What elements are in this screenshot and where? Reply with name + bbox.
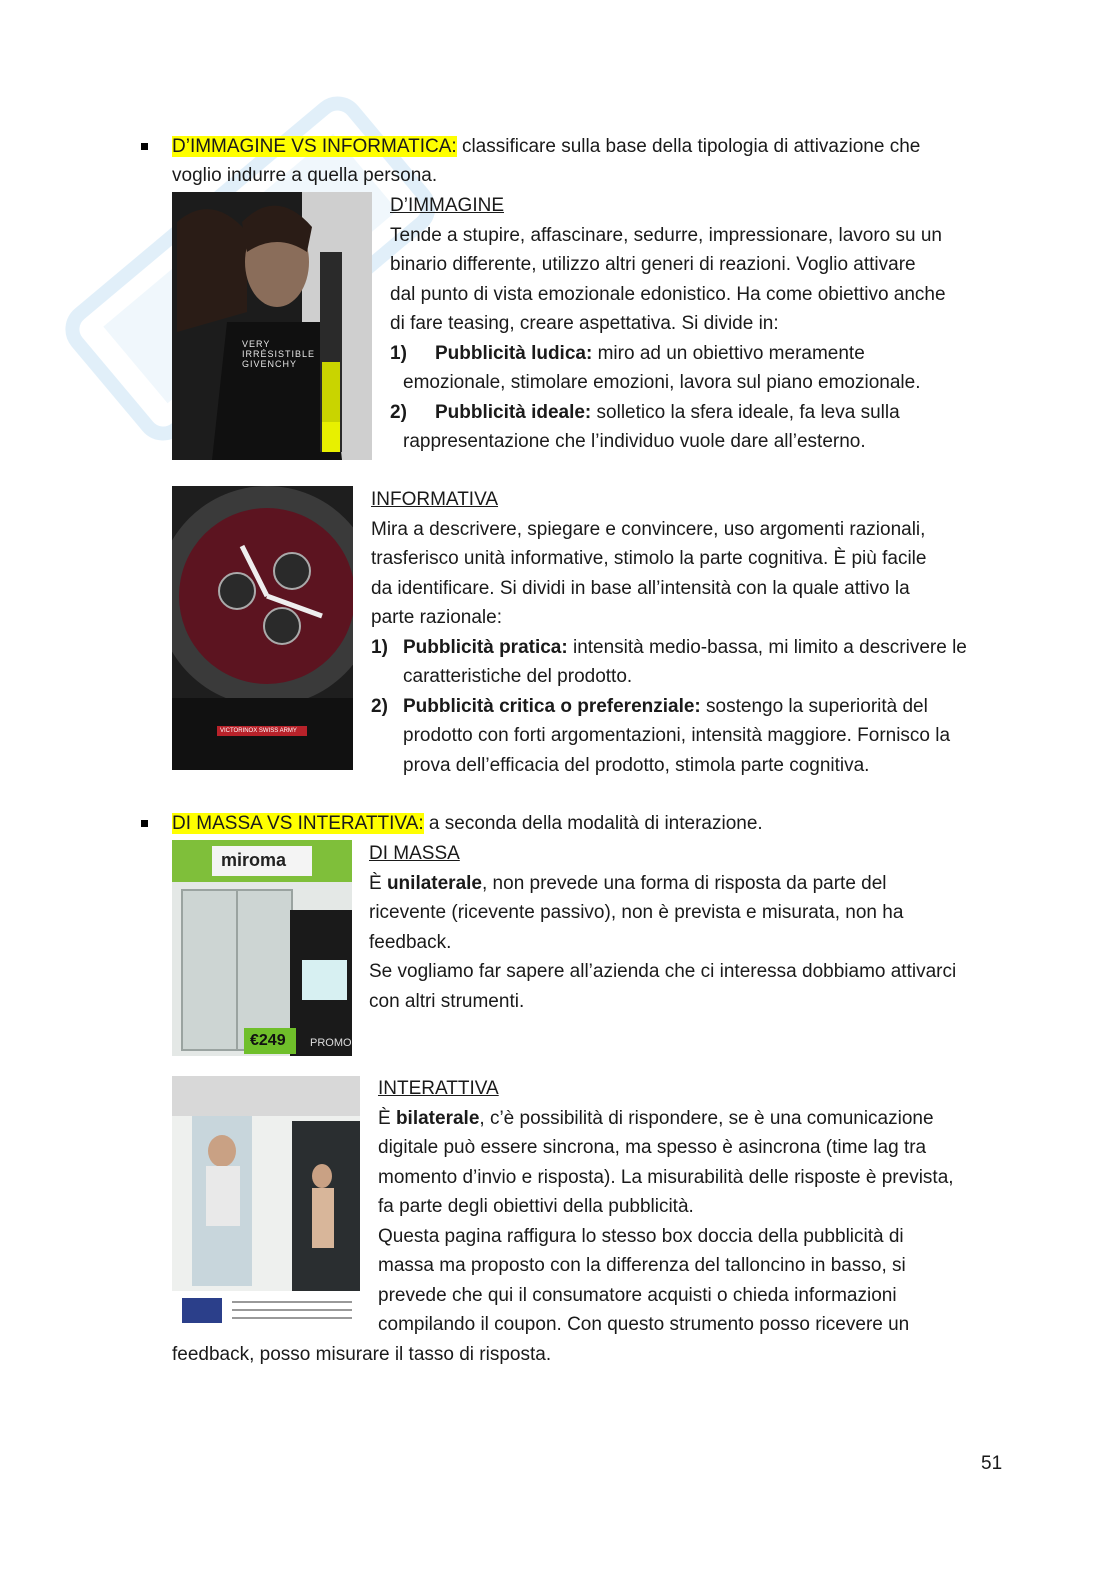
immagine-line: Tende a stupire, affascinare, sedurre, impressionare, lavoro su un (390, 224, 943, 246)
interattiva-title: INTERATTIVA (378, 1078, 499, 1099)
item-bold: Pubblicità ideale: (435, 401, 592, 423)
givenchy-ad-image (172, 192, 372, 460)
item-bold: Pubblicità ludica: (435, 342, 593, 364)
interattiva-line: digitale può essere sincrona, ma spesso è asincrona (time lag tra (378, 1137, 927, 1158)
item-continuation: prodotto con forti argomentazioni, intensità maggiore. Fornisco la (403, 725, 951, 746)
text-span: È (378, 1107, 396, 1129)
page-number: 51 (981, 1453, 1003, 1474)
victorinox-watch-ad-image (172, 486, 353, 770)
interattiva-line: massa ma proposto con la differenza del talloncino in basso, si (378, 1255, 906, 1276)
item-text: sostengo la superiorità del (700, 695, 928, 717)
interattiva-last-line: feedback, posso misurare il tasso di risposta. (172, 1344, 552, 1365)
miroma-promo: PROMO (310, 1037, 352, 1049)
item-continuation: rappresentazione che l’individuo vuole dare all’esterno. (403, 431, 866, 452)
immagine-line: di fare teasing, creare aspettativa. Si divide in: (390, 313, 779, 334)
section1-heading: D’IMMAGINE VS INFORMATICA: (172, 136, 457, 157)
massa-line: con altri strumenti. (369, 990, 525, 1012)
section2-line (172, 809, 763, 839)
item-number: 2) (390, 401, 407, 423)
interattiva-line: fa parte degli obiettivi della pubblicità. (378, 1196, 694, 1217)
item-number: 1) (390, 342, 407, 364)
immagine-line: dal punto di vista emozionale edonistico. Ha come obiettivo anche (390, 283, 946, 305)
item-text: solletico la sfera ideale, fa leva sulla (591, 401, 900, 423)
massa-title: DI MASSA (369, 843, 460, 864)
informativa-item-1 (371, 633, 967, 663)
section1-line1 (172, 132, 920, 162)
item-text: intensità medio-bassa, mi limito a descrivere le (567, 636, 967, 658)
miroma-logo: miroma (221, 850, 287, 870)
interattiva-line: compilando il coupon. Con questo strumento posso ricevere un (378, 1314, 910, 1335)
item-number: 2) (371, 695, 388, 717)
miroma-shower-ad-image (172, 840, 352, 1056)
massa-line: ricevente (ricevente passivo), non è prevista e misurata, non ha (369, 902, 904, 923)
informativa-title: INFORMATIVA (371, 489, 499, 510)
bold-term: unilaterale (386, 872, 482, 894)
item-bold: Pubblicità critica o preferenziale: (403, 695, 701, 717)
interactive-shower-ad-image (172, 1076, 360, 1331)
interattiva-line (378, 1104, 954, 1134)
givenchy-ad-text-1: VERY (242, 339, 271, 349)
item-text: miro ad un obiettivo meramente (592, 342, 865, 364)
immagine-title: D’IMMAGINE (390, 195, 504, 216)
item-number: 1) (371, 636, 388, 658)
interattiva-line: prevede che qui il consumatore acquisti o chieda informazioni (378, 1284, 897, 1306)
bullet-square-icon (141, 820, 148, 827)
interattiva-section (378, 1074, 954, 1340)
text-span: , non prevede una forma di risposta da parte del (482, 872, 887, 894)
immagine-line: binario differente, utilizzo altri generi di reazioni. Voglio attivare (390, 254, 916, 275)
victorinox-ad-text: VICTORINOX SWISS ARMY (220, 728, 297, 734)
immagine-section (390, 191, 946, 457)
informativa-item-2 (371, 692, 967, 722)
massa-line: feedback. (369, 931, 452, 953)
informativa-line: da identificare. Si dividi in base all’intensità con la quale attivo la (371, 577, 910, 599)
bullet-square-icon (141, 143, 148, 150)
informativa-line: Mira a descrivere, spiegare e convincere, uso argomenti razionali, (371, 518, 926, 540)
item-continuation: caratteristiche del prodotto. (403, 666, 633, 687)
informativa-line: trasferisco unità informative, stimolo la parte cognitiva. È più facile (371, 548, 927, 569)
immagine-item-2 (390, 398, 946, 428)
bold-term: bilaterale (395, 1107, 480, 1129)
givenchy-ad-text-3: GIVENCHY (242, 359, 298, 369)
interattiva-line: Questa pagina raffigura lo stesso box doccia della pubblicità di (378, 1225, 904, 1247)
item-bold: Pubblicità pratica: (403, 636, 568, 658)
informativa-line: parte razionale: (371, 607, 502, 628)
massa-line: Se vogliamo far sapere all’azienda che ci interessa dobbiamo attivarci (369, 961, 957, 982)
givenchy-ad-text-2: IRRÉSISTIBLE (242, 349, 316, 359)
informativa-section (371, 485, 967, 780)
item-continuation: prova dell’efficacia del prodotto, stimola parte cognitiva. (403, 754, 870, 776)
item-continuation: emozionale, stimolare emozioni, lavora sul piano emozionale. (403, 372, 921, 393)
text-span: È (369, 872, 387, 894)
section2-heading: DI MASSA VS INTERATTIVA: (172, 813, 424, 834)
immagine-item-1 (390, 339, 946, 369)
section1-text: classificare sulla base della tipologia di attivazione che (456, 136, 921, 157)
miroma-price: €249 (250, 1032, 286, 1049)
section1-line2: voglio indurre a quella persona. (172, 165, 438, 186)
massa-line (369, 869, 956, 899)
section2-text: a seconda della modalità di interazione. (423, 813, 763, 834)
interattiva-line: momento d’invio e risposta). La misurabilità delle risposte è prevista, (378, 1166, 954, 1188)
massa-section (369, 839, 956, 1016)
text-span: , c’è possibilità di rispondere, se è una comunicazione (479, 1107, 934, 1129)
